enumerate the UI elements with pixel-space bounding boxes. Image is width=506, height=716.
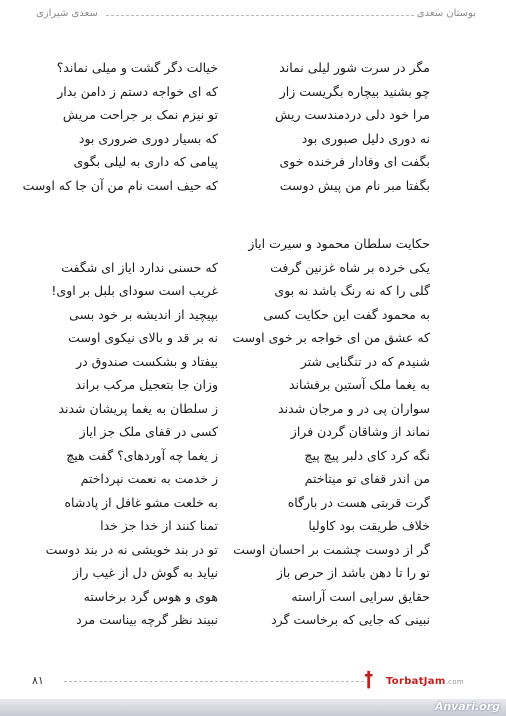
hemistich-second: تمنا کنند از خدا جز خدا	[100, 518, 218, 533]
hemistich-second: هوی و هوس گرد برخاسته	[83, 588, 218, 604]
book-title: بوستان سعدی	[416, 8, 476, 19]
hemistich-second: نه بر قد و بالای نیکوی اوست	[68, 330, 218, 345]
hemistich-second: نبیند نظر گرچه بیناست مرد	[76, 612, 218, 627]
couplet	[30, 131, 430, 151]
hemistich-second: تو در بند خویشی نه در بند دوست	[45, 541, 218, 557]
couplet	[30, 84, 430, 104]
hemistich-second: بیفتاد و بشکست صندوق در	[76, 353, 218, 369]
hemistich-second: کسی در قفای ملک جز ایاز	[79, 424, 218, 439]
footer-rule	[64, 681, 364, 682]
hemistich-first: نگه کرد کای دلبر پیچ پیچ	[304, 447, 430, 463]
hemistich-first: مگر در سرت شور لیلی نماند	[279, 60, 430, 75]
couplet	[30, 518, 430, 538]
hemistich-second: غریب است سودای بلبل بر اوی!	[51, 283, 218, 298]
hemistich-first: بگفت ای وفادار فرخنده خوی	[279, 154, 430, 169]
couplet	[30, 60, 430, 80]
site-logo	[364, 668, 474, 694]
couplet	[22, 177, 430, 198]
hemistich-first: گلی را که نه رنگ باشد نه بوی	[274, 283, 430, 298]
couplet	[30, 565, 430, 585]
logo-domain: .com	[445, 678, 464, 686]
author-name: سعدی شیرازی	[36, 8, 98, 19]
hemistich-first: سواران پی در و مرجان شدند	[278, 400, 430, 416]
couplet	[30, 542, 430, 562]
hemistich-second: وزان جا بتعجیل مرکب براند	[75, 377, 218, 392]
watermark-bar	[0, 699, 506, 716]
poem-body	[22, 52, 430, 632]
hemistich-first: نماند از وشاقان گردن فراز	[290, 424, 430, 439]
hemistich-second: ز سلطان به یغما پریشان شدند	[58, 400, 218, 416]
hemistich-second: که بسیار دوری ضروری بود	[78, 130, 218, 146]
couplet	[30, 154, 430, 174]
hemistich-second: که حسنی ندارد ایاز ای شگفت	[61, 259, 218, 275]
hemistich-second: که ای خواجه دستم ز دامن بدار	[57, 83, 218, 99]
hemistich-second: خیالت دگر گشت و میلی نماند؟	[56, 60, 218, 75]
header-rule	[106, 15, 414, 16]
hemistich-first: گر از دوست چشمت بر احسان اوست	[233, 541, 430, 557]
hemistich-first: به محمود گفت این حکایت کسی	[263, 306, 430, 322]
hemistich-second: تو نیزم نمک بر جراحت مریش	[62, 107, 218, 122]
hemistich-first: چو بشنید بیچاره بگریست زار	[279, 83, 430, 99]
page-number: ۸۱	[32, 674, 44, 687]
hemistich-first: نبینی که جایی که برخاست گرد	[271, 612, 430, 627]
couplet	[30, 377, 430, 397]
hemistich-second: که حیف است نام من آن جا که اوست	[22, 177, 218, 193]
hemistich-first: مرا خود دلی دردمندست ریش	[275, 107, 430, 122]
hemistich-second: به خلعت مشو غافل از پادشاه	[64, 494, 218, 510]
couplet	[30, 307, 430, 327]
logo-mark-icon: ꝉ	[364, 668, 374, 694]
couplet	[30, 330, 430, 350]
hemistich-first: به یغما ملک آستین برفشاند	[289, 377, 430, 392]
hemistich-second: ز خدمت به نعمت نپرداختم	[80, 471, 218, 486]
hemistich-first: خلاف طریقت بود کاولیا	[308, 518, 430, 533]
couplet	[30, 283, 430, 303]
watermark-text: Anvari.org	[434, 700, 500, 713]
hemistich-first: شنیدم که در تنگنایی شتر	[300, 353, 430, 369]
couplet	[30, 107, 430, 127]
hemistich-second: بپیچید از اندیشه بر خود بسی	[69, 306, 218, 322]
hemistich-second: نیاید به گوش دل از غیب راز	[72, 565, 218, 580]
hemistich-second: پیامی که داری به لیلی بگوی	[73, 154, 218, 169]
couplet	[30, 401, 430, 421]
hemistich-first: من اندر قفای تو میتاختم	[304, 471, 430, 486]
hemistich-first: که عشق من ای خواجه بر خوی اوست	[232, 330, 430, 345]
hemistich-first: بگفتا مبر نام من پیش دوست	[279, 177, 430, 193]
hemistich-second: ز یغما چه آوردهای؟ گفت هیچ	[66, 447, 218, 463]
couplet	[30, 424, 430, 444]
couplet	[30, 260, 430, 280]
hemistich-first: نه دوری دلیل صبوری بود	[301, 130, 430, 146]
couplet	[30, 354, 430, 374]
section-title: حکایت سلطان محمود و سیرت ایاز	[248, 236, 430, 251]
page-header	[36, 8, 476, 26]
hemistich-first: یکی خرده بر شاه غزنین گرفت	[270, 259, 430, 275]
hemistich-first: حقایق سرایی است آراسته	[291, 588, 430, 604]
hemistich-first: گرت قربتی هست در بارگاه	[287, 494, 430, 510]
logo-name: TorbatJam	[386, 676, 446, 687]
couplet	[30, 589, 430, 609]
couplet	[30, 471, 430, 491]
couplet	[30, 448, 430, 468]
page-footer	[20, 664, 490, 694]
couplet	[30, 612, 430, 632]
hemistich-first: تو را تا دهن باشد از حرص باز	[276, 565, 430, 580]
couplet	[30, 495, 430, 515]
